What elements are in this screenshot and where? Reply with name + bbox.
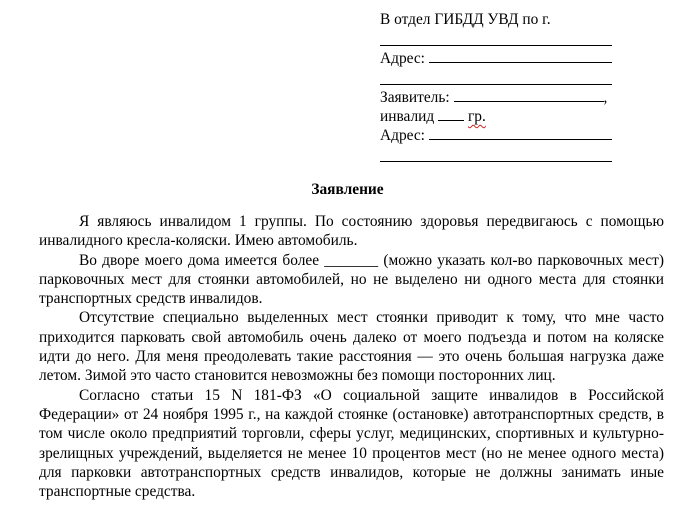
applicant-line (380, 87, 680, 106)
year-abbreviation: гр. (467, 107, 486, 125)
blank-underline (380, 45, 612, 46)
disabled-label: инвалид (380, 107, 435, 125)
applicant-label: Заявитель: (380, 88, 450, 106)
disabled-group-line (380, 106, 680, 125)
paragraph: Отсутствие специально выделенных мест стоянки приводит к тому, что мне часто приходится парковать свой автомобиль очень далеко от моего подъезда и потом на коляске идти до него. Для меня преодолевать такие расстояния — это очень большая нагрузка даже летом. Зимой это часто становится невозможны без помощи посторонних лиц. (39, 309, 664, 385)
address-continuation-blank-line-2 (380, 144, 680, 163)
paragraph: Во дворе моего дома имеется более _______ (можно указать кол-во парковочных мест) парковочных мест для стоянки автомобилей, но не выделено ни одного места для стоянки транспортных средств инвалидов. (39, 251, 664, 308)
address-blank-2 (429, 125, 612, 140)
group-blank (438, 106, 464, 121)
document-body (39, 212, 664, 501)
blank-underline (380, 161, 612, 162)
document-title: Заявление (311, 181, 384, 198)
recipient-city-blank-line (380, 29, 680, 48)
address-blank (429, 48, 612, 63)
address-line-2 (380, 125, 680, 144)
paragraph: Согласно статьи 15 N 181-ФЗ «О социальной защите инвалидов в Российской Федерации» от 24 ноября 1995 г., на каждой стоянке (остановке) автотранспортных средств, в том числе около предприятий торговли, сферы услуг, медицинских, спортивных и культурно-зрелищных учреждений, выделяется не менее 10 процентов мест (но не менее одного места) для парковки автотранспортных средств инвалидов, которые не должны занимать иные транспортные средства. (39, 386, 664, 501)
recipient-line (380, 10, 680, 29)
applicant-comma: , (603, 88, 608, 106)
paragraph: Я являюсь инвалидом 1 группы. По состоянию здоровья передвигаюсь с помощью инвалидного кресла-коляски. Имею автомобиль. (39, 213, 664, 250)
address-continuation-blank-line (380, 68, 680, 87)
applicant-blank (454, 87, 604, 102)
blank-underline (380, 84, 612, 85)
address-label-2: Адрес: (380, 127, 425, 145)
addressee-block (380, 10, 680, 164)
recipient-text: В отдел ГИБДД УВД по г. (380, 11, 551, 28)
address-label: Адрес: (380, 50, 425, 68)
address-line (380, 48, 680, 67)
